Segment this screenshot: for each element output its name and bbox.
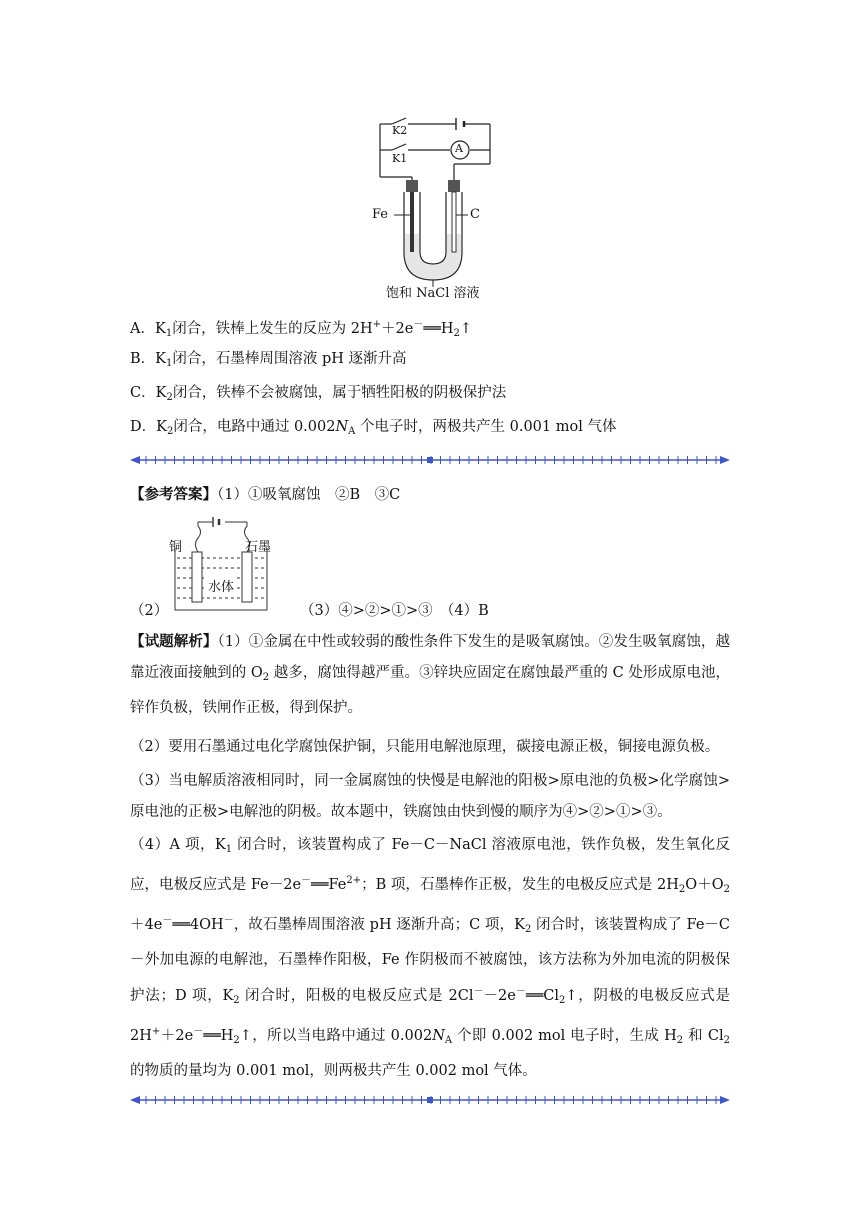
analysis-text: ══4OH — [172, 917, 224, 933]
analysis-paragraph-4 — [130, 830, 730, 1087]
copper-graphite-figure — [165, 512, 275, 618]
subscript: 2 — [676, 1035, 684, 1046]
option-a-text: ↑ — [459, 321, 473, 337]
analysis-paragraph-1 — [130, 626, 730, 724]
answer-label: 【参考答案】 — [130, 486, 217, 503]
u-tube-diagram — [370, 112, 500, 302]
option-b-text: 闭合，石墨棒周围溶液 pH 逐渐升高 — [172, 351, 407, 367]
superscript: － — [413, 319, 424, 330]
subscript: 2 — [524, 924, 532, 935]
analysis-text: 闭合时，该装置构成了 Fe－C－NaCl 溶液原电池，铁作负极，发生氧化反应，电极反应式是 Fe－2e — [130, 837, 730, 893]
option-a — [130, 315, 730, 344]
subscript: 2 — [233, 1035, 240, 1046]
analysis-label: 【试题解析】 — [130, 633, 218, 650]
subscript: 2 — [723, 1035, 730, 1046]
analysis-text: ＋2e — [160, 1028, 194, 1044]
analysis-text: O＋O — [685, 877, 724, 893]
option-d — [130, 417, 730, 442]
analysis-text: （4）A 项，K — [130, 837, 226, 853]
analysis-text: －2e — [483, 988, 516, 1004]
analysis-text: 的物质的量均为 0.001 mol，则两极共产生 0.002 mol 气体。 — [130, 1063, 537, 1079]
superscript: + — [372, 319, 382, 330]
subscript: 2 — [559, 995, 566, 1006]
option-d-text: 个电子时，两极共产生 0.001 mol 气体 — [355, 419, 617, 435]
analysis-text: ，故石墨棒周围溶液 pH 逐渐升高；C 项，K — [233, 917, 525, 933]
answer-part2-label: （2） — [130, 603, 169, 619]
subscript: A — [444, 1035, 453, 1046]
superscript: 2+ — [346, 875, 362, 886]
answer-line — [130, 485, 730, 505]
option-b-text: B．K — [130, 351, 166, 367]
analysis-text: ↑，阴极的电极反应式是 2H — [130, 988, 730, 1044]
answer-parts-3-4: （3）④>②>①>③ （4）B — [300, 603, 489, 619]
analysis-text: （1）①金属在中性或较弱的酸性条件下发生的是吸氧腐蚀。②发生吸氧腐蚀，越靠近液面接触到的 O — [130, 634, 730, 681]
analysis-text: 和 Cl — [683, 1028, 724, 1044]
superscript: + — [151, 1026, 161, 1037]
subscript: 2 — [233, 995, 240, 1006]
subscript: 2 — [166, 426, 174, 437]
superscript: － — [473, 986, 484, 997]
option-c — [130, 383, 730, 408]
section-divider — [130, 452, 730, 468]
analysis-text: 个即 0.002 mol 电子时，生成 H — [452, 1028, 677, 1044]
subscript: A — [348, 426, 356, 437]
avogadro-symbol: N — [335, 419, 349, 435]
analysis-paragraph-2: （2）要用石墨通过电化学腐蚀保护铜，只能用电解池原理，碳接电源正极，铜接电源负极。 — [130, 739, 720, 755]
analysis-text: ↑，所以当电路中通过 0.002 — [239, 1028, 433, 1044]
analysis-text: ══Fe — [311, 877, 347, 893]
analysis-text: ＋4e — [130, 917, 163, 933]
analysis-text: ══H — [203, 1028, 234, 1044]
k1-label: K1 — [392, 152, 408, 165]
analysis-text: ══Cl — [525, 988, 560, 1004]
subscript: 2 — [262, 672, 270, 683]
option-a-text: 闭合，铁棒上发生的反应为 2H — [172, 321, 373, 337]
analysis-paragraph-3: （3）当电解质溶液相同时，同一金属腐蚀的快慢是电解池的阳极>原电池的负极>化学腐蚀>原电池的正极>电解池的阴极。故本题中，铁腐蚀由快到慢的顺序为④>②>①>③。 — [130, 773, 730, 820]
superscript: － — [515, 986, 526, 997]
answer-text: （1）①吸氧腐蚀 ②B ③C — [217, 487, 401, 503]
fe-electrode-label: Fe — [372, 207, 389, 222]
subscript: 1 — [166, 358, 173, 369]
subscript: 2 — [453, 328, 460, 339]
figure-caption: 饱和 NaCl 溶液 — [386, 286, 480, 301]
option-d-text: 闭合，电路中通过 0.002 — [173, 419, 336, 435]
subscript: 2 — [678, 884, 686, 895]
analysis-text: 闭合时，该装置构成了 Fe－C－外加电源的电解池，石墨棒作阳极，Fe 作阴极而不被腐蚀，该方法称为外加电流的阴极保护法；D 项，K — [130, 917, 730, 1004]
subscript: 2 — [723, 884, 731, 895]
section-divider — [130, 1092, 730, 1108]
subscript: 2 — [166, 392, 173, 403]
graphite-label: 石墨 — [245, 540, 272, 555]
water-label: 水体 — [206, 576, 236, 595]
c-electrode-label: C — [470, 207, 480, 222]
subscript: 1 — [225, 844, 233, 855]
analysis-text: 闭合时，阳极的电极反应式是 2Cl — [239, 988, 474, 1004]
analysis-text: ；B 项，石墨棒作正极，发生的电极反应式是 2H — [361, 877, 679, 893]
option-a-text: ＋2e — [381, 321, 414, 337]
option-a-text: A．K — [130, 321, 166, 337]
option-c-text: C．K — [130, 385, 167, 401]
copper-label: 铜 — [169, 540, 183, 555]
analysis-text: 越多，腐蚀得越严重。③锌块应固定在腐蚀最严重的 C 处形成原电池，锌作负极，铁闸作正极，得到保护。 — [130, 665, 730, 716]
superscript: － — [301, 875, 312, 886]
ammeter-label: A — [455, 142, 463, 155]
option-d-text: D．K — [130, 419, 167, 435]
avogadro-symbol: N — [432, 1028, 445, 1044]
option-b — [130, 349, 730, 374]
k2-label: K2 — [392, 124, 408, 137]
option-a-text: ══H — [423, 321, 454, 337]
superscript: － — [223, 915, 234, 926]
option-c-text: 闭合，铁棒不会被腐蚀，属于牺牲阳极的阴极保护法 — [172, 385, 507, 401]
superscript: － — [193, 1026, 204, 1037]
superscript: － — [162, 915, 173, 926]
protection-circuit-diagram — [165, 512, 275, 618]
u-tube-apparatus-figure — [370, 112, 500, 302]
subscript: 1 — [165, 328, 173, 339]
